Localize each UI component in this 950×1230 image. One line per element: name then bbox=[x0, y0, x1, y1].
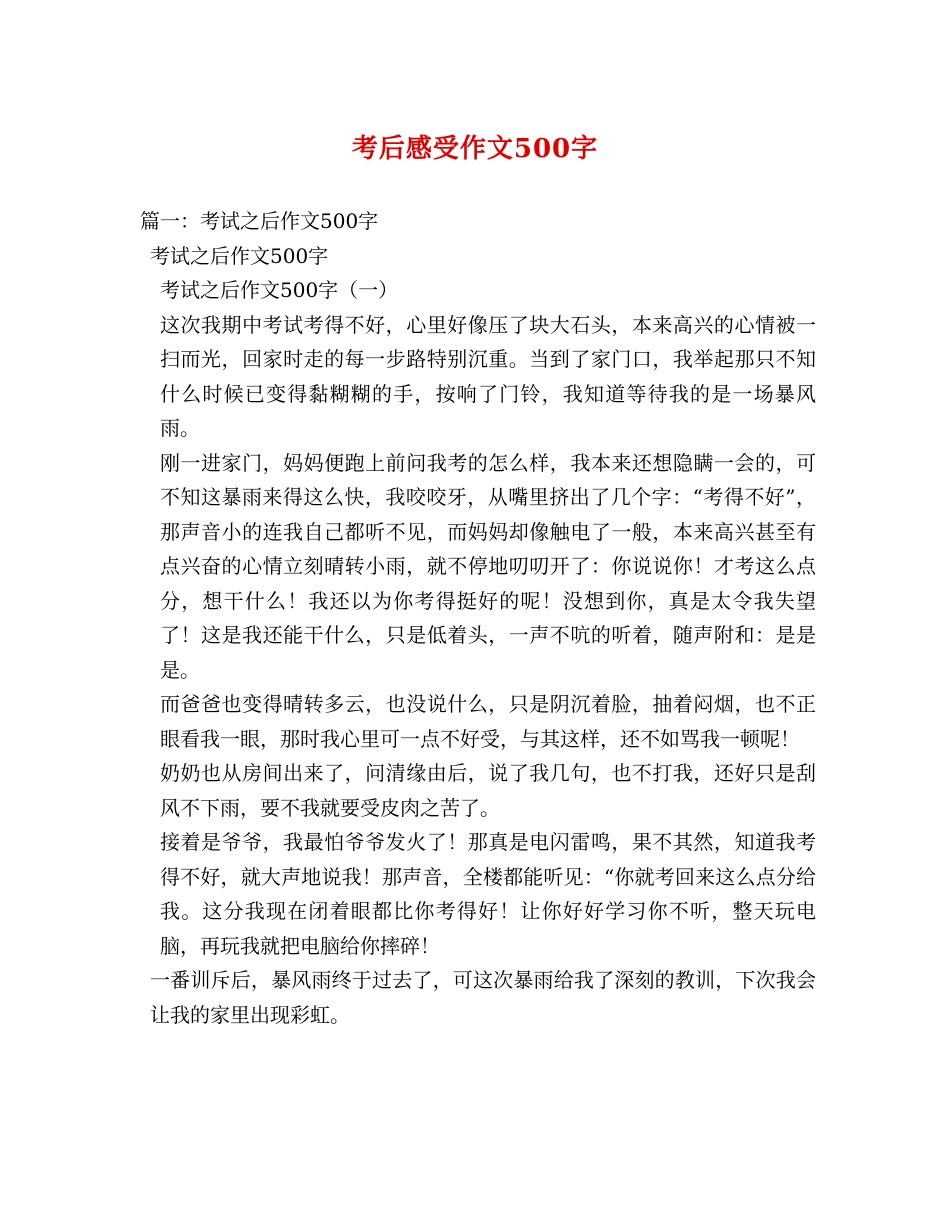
paragraph-6: 一番训斥后，暴风雨终于过去了，可这次暴雨给我了深刻的教训，下次我会让我的家里出现彩虹。 bbox=[150, 968, 816, 1027]
heading-2: 考试之后作文500字 bbox=[150, 243, 329, 268]
paragraph-4: 奶奶也从房间出来了，问清缘由后，说了我几句，也不打我，还好只是刮风不下雨，要不我就要受皮肉之苦了。 bbox=[160, 761, 816, 820]
document-body bbox=[140, 204, 816, 1032]
heading-3: 考试之后作文500字（一） bbox=[160, 278, 399, 302]
paragraph-3: 而爸爸也变得晴转多云，也没说什么，只是阴沉着脸，抽着闷烟，也不正眼看我一眼，那时我心里可一点不好受，与其这样，还不如骂我一顿呢！ bbox=[160, 692, 816, 751]
document-title: 考后感受作文500字 bbox=[351, 134, 599, 164]
heading-1: 篇一：考试之后作文500字 bbox=[140, 209, 379, 233]
paragraph-1: 这次我期中考试考得不好，心里好像压了块大石头，本来高兴的心情被一扫而光，回家时走的每一步路特别沉重。当到了家门口，我举起那只不知什么时候已变得黏糊糊的手，按响了门铃，我知道等待我的是一场暴风雨。 bbox=[160, 312, 816, 440]
paragraph-2: 刚一进家门，妈妈便跑上前问我考的怎么样，我本来还想隐瞒一会的，可不知这暴雨来得这么快，我咬咬牙，从嘴里挤出了几个字：“考得不好”，那声音小的连我自己都听不见，而妈妈却像触电了一般，本来高兴甚至有点兴奋的心情立刻晴转小雨，就不停地叨叨开了：你说说你！才考这么点分，想干什么！我还以为你考得挺好的呢！没想到你，真是太令我失望了！这是我还能干什么，只是低着头，一声不吭的听着，随声附和：是是是。 bbox=[160, 450, 816, 682]
paragraph-5: 接着是爷爷，我最怕爷爷发火了！那真是电闪雷鸣，果不其然，知道我考得不好，就大声地说我！那声音，全楼都能听见：“你就考回来这么点分给我。这分我现在闭着眼都比你考得好！让你好好学习你不听，整天玩电脑，再玩我就把电脑给你摔碎！ bbox=[160, 830, 816, 958]
